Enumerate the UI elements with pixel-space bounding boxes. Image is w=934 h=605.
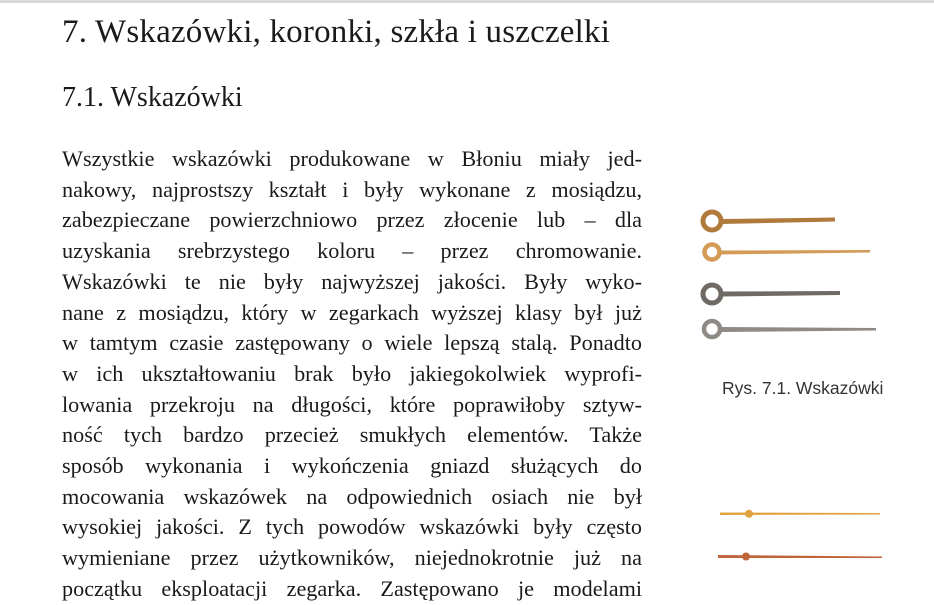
- seconds-hand-gold: [720, 510, 880, 518]
- body-line: uzyskania srebrzystego koloru – przez chromowanie.: [62, 238, 642, 264]
- body-line: sposób wykonania i wykończenia gniazd służących do: [62, 453, 642, 479]
- body-line: w tamtym czasie zastępowany o wiele lepszą stalą. Ponadto: [62, 330, 642, 356]
- body-line: wysokiej jakości. Z tych powodów wskazówki były często: [62, 514, 642, 540]
- hand-gold-short: [703, 212, 835, 230]
- hand-gold-long: [705, 245, 871, 260]
- body-line: lowania przekroju na długości, które poprawiłoby sztyw-: [62, 391, 642, 417]
- body-line: Wskazówki te nie były najwyższej jakości. Były wyko-: [62, 268, 642, 294]
- body-line: mocowania wskazówek na odpowiednich osiach nie był: [62, 483, 642, 509]
- figure-caption: Rys. 7.1. Wskazówki: [722, 378, 884, 398]
- hand-steel-short: [703, 285, 840, 303]
- chapter-title: 7. Wskazówki, koronki, szkła i uszczelki: [62, 14, 611, 50]
- hand-steel-long: [704, 321, 876, 337]
- seconds-hands-figure: [710, 495, 910, 575]
- body-line: początku eksploatacji zegarka. Zastępowano je modelami: [62, 575, 642, 601]
- section-title: 7.1. Wskazówki: [62, 82, 243, 113]
- seconds-hand-copper: [718, 553, 882, 561]
- body-line: w ich ukształtowaniu brak było jakiegokolwiek wyprofi-: [62, 360, 642, 386]
- body-paragraph: [62, 144, 642, 605]
- body-line: ność tych bardzo przecież smukłych elementów. Także: [62, 422, 642, 448]
- watch-hands-figure: [690, 195, 910, 355]
- body-line: nane z mosiądzu, który w zegarkach wyższej klasy był już: [62, 299, 642, 325]
- top-rule: [0, 0, 934, 3]
- body-line: nakowy, najprostszy kształt i były wykonane z mosiądzu,: [62, 176, 642, 202]
- body-line: zabezpieczane powierzchniowo przez złocenie lub – dla: [62, 207, 642, 233]
- body-line: Wszystkie wskazówki produkowane w Błoniu miały jed-: [62, 146, 642, 171]
- body-line: wymieniane przez użytkowników, niejednokrotnie już na: [62, 545, 642, 571]
